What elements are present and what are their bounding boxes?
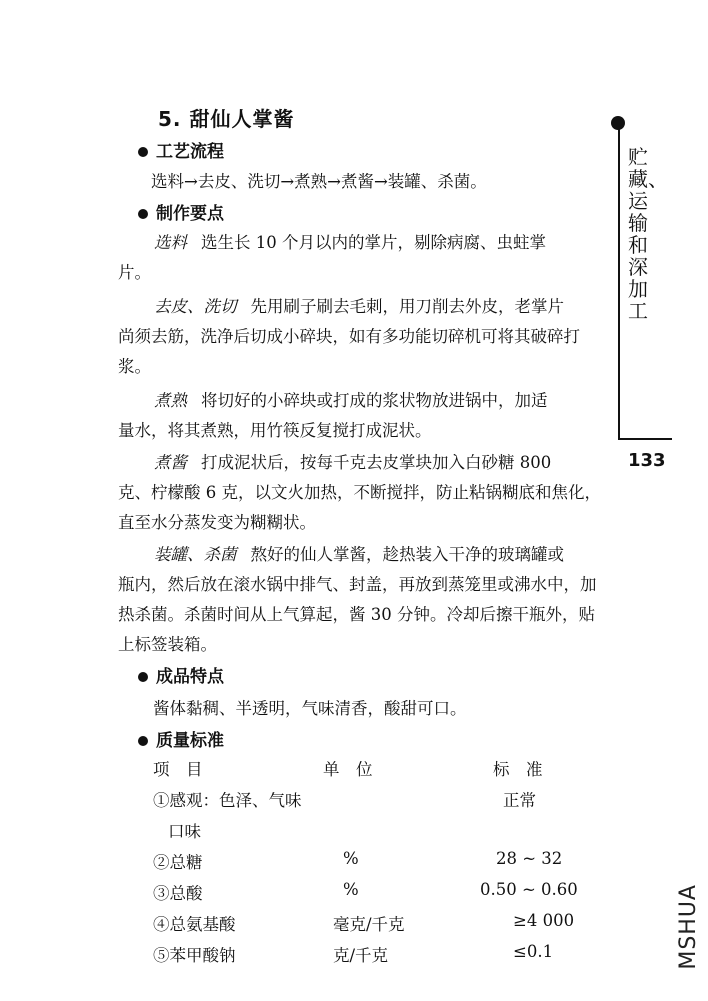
step-lead: 去皮、洗切 [154, 297, 237, 316]
page-number: 133 [628, 450, 666, 471]
cell-standard: 正常 [503, 791, 536, 810]
cell-item: ②总糖 [153, 853, 203, 872]
cell-unit: % [343, 849, 359, 868]
step-lead: 装罐、杀菌 [154, 545, 237, 564]
step-rest: 尚须去筋，洗净后切成小碎块，如有多功能切碎机可将其破碎打浆。 [118, 327, 580, 376]
cell-unit: 毫克/千克 [333, 915, 405, 934]
step-lead: 选料 [154, 233, 187, 252]
bullet-icon [138, 672, 148, 682]
cell-standard: ≤0.1 [513, 942, 554, 961]
step-line: 熬好的仙人掌酱，趁热装入干净的玻璃罐或 [250, 545, 564, 564]
step-paragraph [118, 292, 610, 382]
heading-process-label: 工艺流程 [156, 142, 224, 162]
cell-item: ③总酸 [153, 884, 203, 903]
step-line: 打成泥状后，按每千克去皮掌块加入白砂糖 800 [201, 453, 552, 472]
heading-key-points-label: 制作要点 [156, 204, 224, 224]
col-header-unit: 单 位 [323, 760, 373, 779]
bullet-icon [138, 147, 148, 157]
cell-standard: 0.50 ~ 0.60 [480, 880, 578, 899]
cell-item: 口味 [168, 822, 201, 841]
side-running-title: 贮藏、运输和深加工 [628, 145, 668, 323]
cell-unit: 克/千克 [333, 946, 389, 965]
heading-features [118, 662, 610, 692]
step-rest: 量水，将其煮熟，用竹筷反复搅打成泥状。 [118, 421, 432, 440]
heading-key-points [118, 199, 610, 229]
step-paragraph [118, 386, 610, 446]
cell-item: ④总氨基酸 [153, 915, 236, 934]
side-divider-line [618, 128, 620, 440]
section-title: 5. 甜仙人掌酱 [158, 107, 295, 131]
bullet-icon [138, 736, 148, 746]
cell-standard: ≥4 000 [513, 911, 575, 930]
side-rule [618, 438, 672, 440]
process-text: 选料→去皮、洗切→煮熟→煮酱→装罐、杀菌。 [151, 172, 487, 191]
features-text: 酱体黏稠、半透明，气味清香，酸甜可口。 [153, 699, 467, 718]
step-rest: 片。 [118, 263, 151, 282]
col-header-item: 项 目 [153, 760, 203, 779]
cell-standard: 28 ~ 32 [496, 849, 563, 868]
step-paragraph [118, 540, 610, 660]
step-line: 先用刷子刷去毛刺，用刀削去外皮，老掌片 [250, 297, 564, 316]
step-line: 将切好的小碎块或打成的浆状物放进锅中，加适 [201, 391, 548, 410]
step-rest: 克、柠檬酸 6 克，以文火加热，不断搅拌，防止粘锅糊底和焦化，直至水分蒸发变为糊糊状。 [118, 483, 601, 532]
step-paragraph [118, 228, 610, 288]
step-line: 选生长 10 个月以内的掌片，剔除病腐、虫蛀掌 [201, 233, 546, 252]
step-paragraph [118, 448, 610, 538]
bullet-icon [138, 209, 148, 219]
heading-features-label: 成品特点 [156, 667, 224, 687]
cell-item: ⑤苯甲酸钠 [153, 946, 236, 965]
heading-quality [118, 726, 610, 756]
cell-unit: % [343, 880, 359, 899]
watermark: MSHUA [676, 884, 701, 970]
heading-process [118, 137, 610, 167]
step-rest: 瓶内，然后放在滚水锅中排气、封盖，再放到蒸笼里或沸水中，加热杀菌。杀菌时间从上气算起，酱 30 分钟。冷却后擦干瓶外，贴上标签装箱。 [118, 575, 597, 654]
cell-item: ①感观：色泽、气味 [153, 791, 302, 810]
heading-quality-label: 质量标准 [156, 731, 224, 751]
step-lead: 煮酱 [154, 453, 187, 472]
col-header-standard: 标 准 [493, 760, 543, 779]
step-lead: 煮熟 [154, 391, 187, 410]
